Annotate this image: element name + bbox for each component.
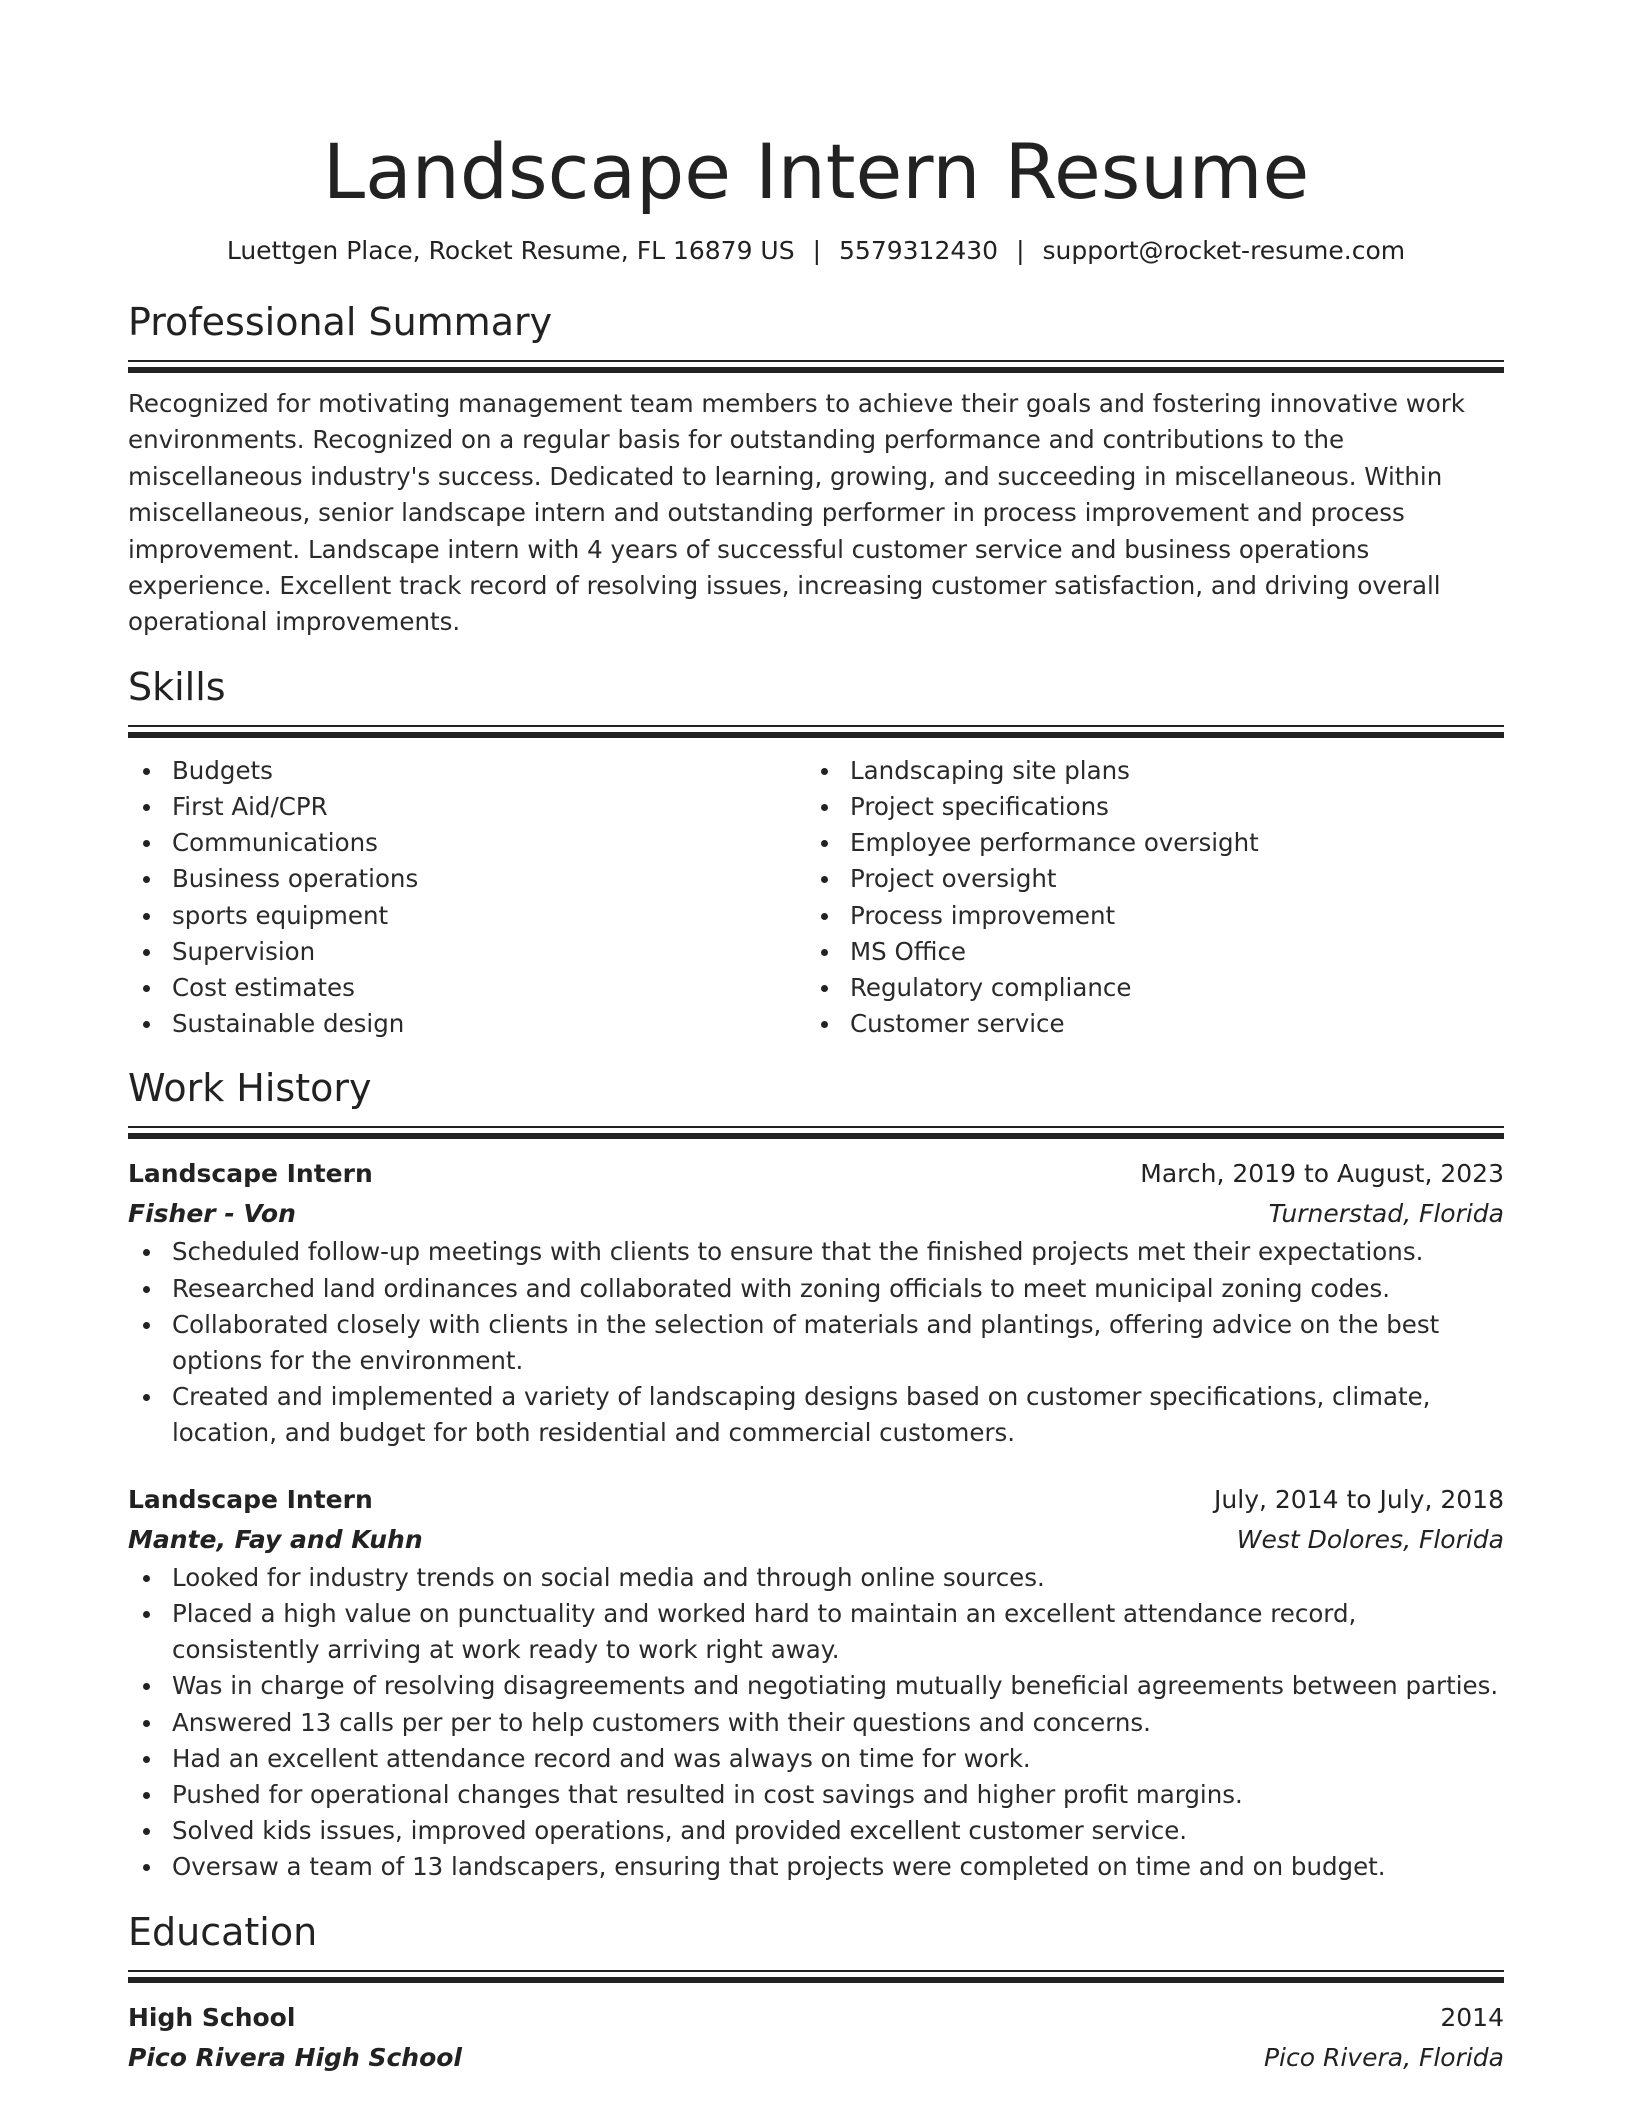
- skill-item: Customer service: [806, 1006, 1484, 1042]
- job-bullet: Was in charge of resolving disagreements and negotiating mutually beneficial agreements between parties.: [128, 1668, 1504, 1704]
- education-section: [128, 1908, 1504, 2078]
- job-bullet: Looked for industry trends on social media and through online sources.: [128, 1560, 1504, 1596]
- summary-text: Recognized for motivating management team members to achieve their goals and fostering innovative work environments. Recognized on a regular basis for outstanding performance and contributions to the miscellaneous industry's success. Dedicated to learning, growing, and succeeding in miscellaneous. Within miscellaneous, senior landscape intern and outstanding performer in process improvement and process improvement. Landscape intern with 4 years of successful customer service and business operations experience. Excellent track record of resolving issues, increasing customer satisfaction, and driving overall operational improvements.: [128, 389, 1465, 637]
- contact-email: support@rocket-resume.com: [1042, 236, 1406, 265]
- skill-item: Supervision: [128, 934, 806, 970]
- section-heading-education: Education: [128, 1909, 318, 1954]
- education-header: [128, 1998, 1504, 2038]
- job-bullet: Collaborated closely with clients in the selection of materials and plantings, offering advice on the best options for the environment.: [128, 1307, 1504, 1379]
- skills-list-right: [806, 753, 1484, 1043]
- skills-section: [128, 663, 1504, 1043]
- section-divider: [128, 725, 1504, 739]
- job-bullet: Scheduled follow-up meetings with clients to ensure that the finished projects met their expectations.: [128, 1234, 1504, 1270]
- skill-item: Project oversight: [806, 861, 1484, 897]
- job-header: [128, 1480, 1504, 1520]
- job-dates: March, 2019 to August, 2023: [1140, 1159, 1504, 1189]
- section-divider: [128, 360, 1504, 374]
- job-bullets: [128, 1234, 1504, 1451]
- skills-list-left: [128, 753, 806, 1043]
- skill-item: Process improvement: [806, 898, 1484, 934]
- resume-page: [128, 0, 1504, 2078]
- contact-separator: |: [1016, 236, 1025, 265]
- job-subheader: [128, 1520, 1504, 1560]
- skills-column-right: [806, 753, 1484, 1043]
- job-company: Fisher - Von: [128, 1199, 296, 1229]
- skills-columns: [128, 753, 1504, 1043]
- job-header: [128, 1154, 1504, 1194]
- skill-item: Landscaping site plans: [806, 753, 1484, 789]
- skill-item: Regulatory compliance: [806, 970, 1484, 1006]
- contact-address: Luettgen Place, Rocket Resume, FL 16879 US: [226, 236, 795, 265]
- job-location: West Dolores, Florida: [1236, 1524, 1504, 1554]
- job-subheader: [128, 1194, 1504, 1234]
- education-subheader: [128, 2038, 1504, 2078]
- education-entry: [128, 1998, 1504, 2078]
- contact-line: [128, 234, 1504, 268]
- job-bullet: Pushed for operational changes that resulted in cost savings and higher profit margins.: [128, 1777, 1504, 1813]
- job-bullet: Researched land ordinances and collaborated with zoning officials to meet municipal zoning codes.: [128, 1271, 1504, 1307]
- section-heading-summary: Professional Summary: [128, 300, 553, 344]
- skill-item: Budgets: [128, 753, 806, 789]
- skills-column-left: [128, 753, 806, 1043]
- job-dates: July, 2014 to July, 2018: [1214, 1484, 1504, 1514]
- education-school: Pico Rivera High School: [128, 2042, 462, 2072]
- job-title: Landscape Intern: [128, 1159, 373, 1189]
- job-bullet: Had an excellent attendance record and was always on time for work.: [128, 1741, 1504, 1777]
- section-divider: [128, 1126, 1504, 1140]
- job-bullet: Solved kids issues, improved operations, and provided excellent customer service.: [128, 1813, 1504, 1849]
- skill-item: Communications: [128, 825, 806, 861]
- education-location: Pico Rivera, Florida: [1263, 2042, 1504, 2072]
- job-bullet: Oversaw a team of 13 landscapers, ensuring that projects were completed on time and on budget.: [128, 1849, 1504, 1885]
- job-bullet: Created and implemented a variety of landscaping designs based on customer specifications, climate, location, and budget for both residential and commercial customers.: [128, 1379, 1504, 1451]
- job-title: Landscape Intern: [128, 1484, 373, 1514]
- skill-item: First Aid/CPR: [128, 789, 806, 825]
- summary-section: [128, 298, 1504, 641]
- section-heading-skills: Skills: [128, 664, 226, 709]
- skill-item: Project specifications: [806, 789, 1484, 825]
- skill-item: Employee performance oversight: [806, 825, 1484, 861]
- contact-phone: 5579312430: [839, 236, 999, 265]
- resume-title: Landscape Intern Resume: [322, 127, 1310, 216]
- job-entry: [128, 1480, 1504, 1886]
- section-heading-work-history: Work History: [128, 1066, 372, 1111]
- job-bullets: [128, 1560, 1504, 1886]
- job-entry: [128, 1154, 1504, 1451]
- education-degree: High School: [128, 2002, 296, 2032]
- skill-item: Business operations: [128, 861, 806, 897]
- section-divider: [128, 1970, 1504, 1984]
- job-company: Mante, Fay and Kuhn: [128, 1524, 423, 1554]
- skill-item: sports equipment: [128, 898, 806, 934]
- job-bullet: Answered 13 calls per per to help customers with their questions and concerns.: [128, 1705, 1504, 1741]
- job-location: Turnerstad, Florida: [1268, 1199, 1504, 1229]
- skill-item: Cost estimates: [128, 970, 806, 1006]
- skill-item: MS Office: [806, 934, 1484, 970]
- skill-item: Sustainable design: [128, 1006, 806, 1042]
- work-history-section: [128, 1064, 1504, 1885]
- education-year: 2014: [1440, 2002, 1504, 2032]
- contact-separator: |: [812, 236, 822, 265]
- job-bullet: Placed a high value on punctuality and worked hard to maintain an excellent attendance record, consistently arriving at work ready to work right away.: [128, 1596, 1504, 1668]
